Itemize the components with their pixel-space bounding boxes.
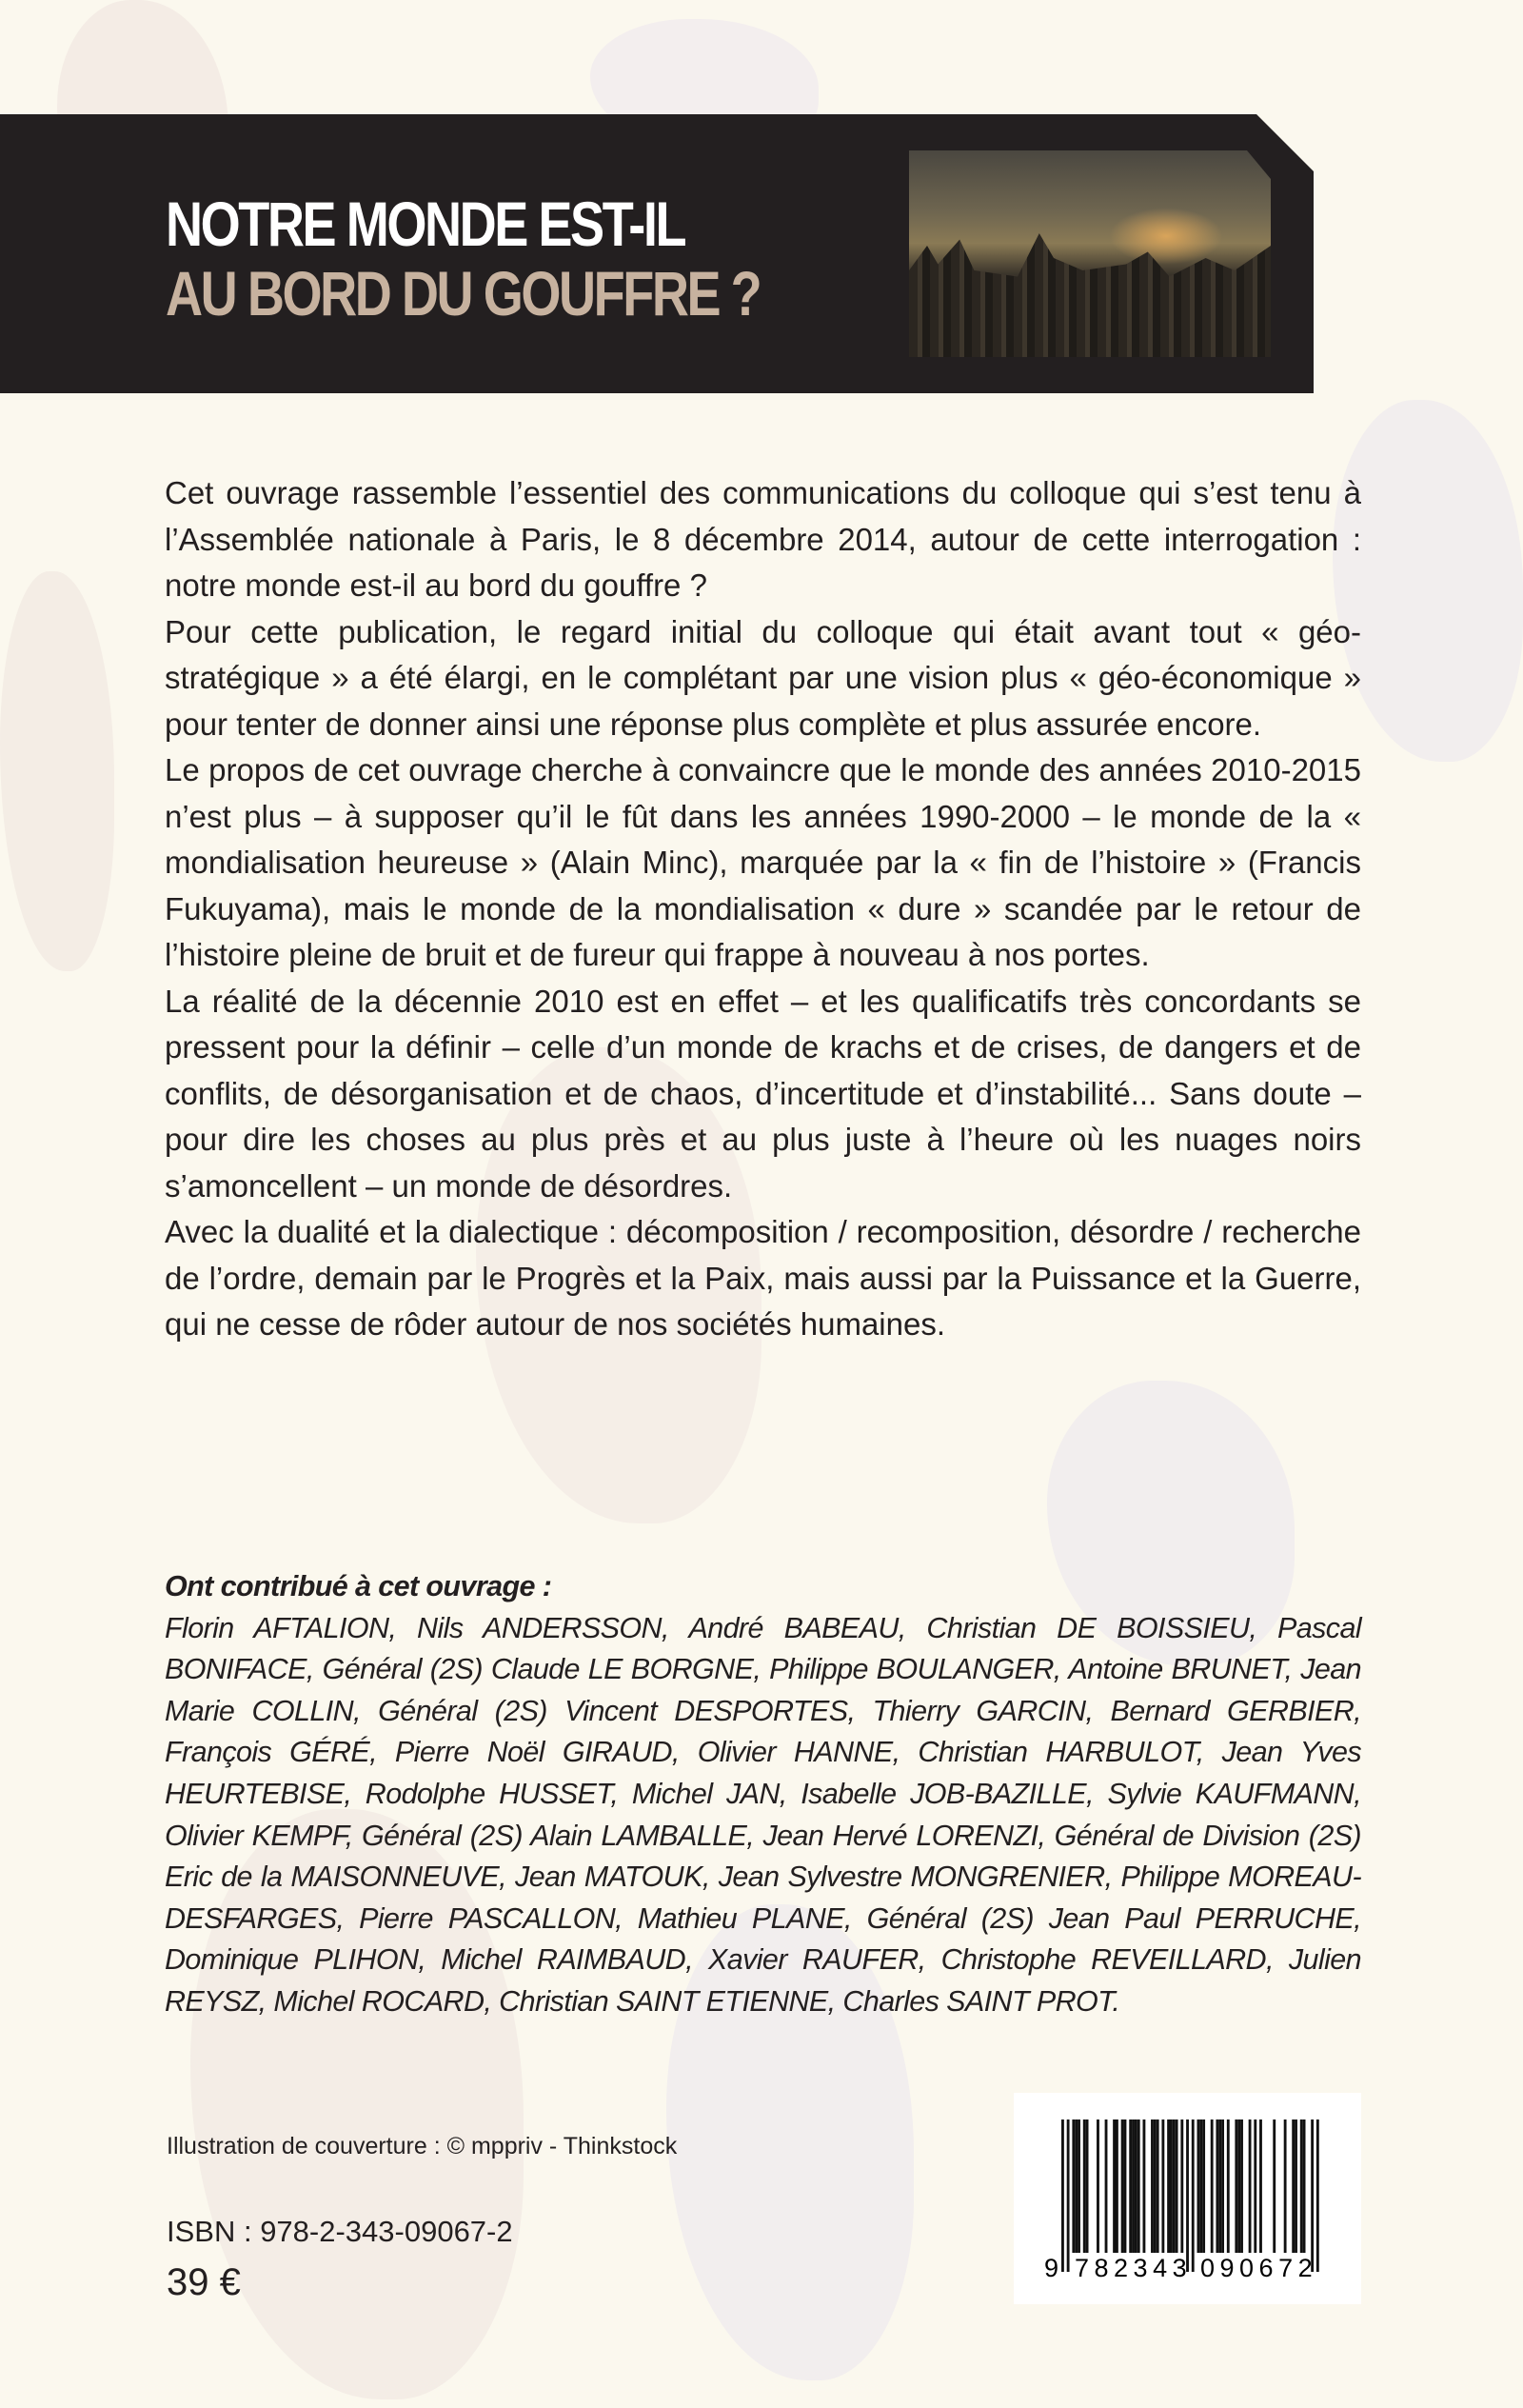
illustration-credit: Illustration de couverture : © mppriv - Thinkstock — [167, 2133, 678, 2159]
barcode-bar — [1176, 2119, 1178, 2253]
barcode-bar — [1199, 2119, 1202, 2253]
barcode-bar — [1221, 2119, 1224, 2253]
barcode-bar — [1186, 2119, 1189, 2272]
barcode — [1014, 2093, 1361, 2304]
barcode-bar — [1192, 2119, 1195, 2272]
price: 39 € — [167, 2261, 241, 2303]
barcode-bar — [1295, 2119, 1297, 2253]
barcode-bar — [1249, 2119, 1252, 2253]
barcode-bar — [1105, 2119, 1108, 2253]
barcode-bar — [1173, 2119, 1176, 2253]
barcode-bar — [1129, 2119, 1132, 2253]
barcode-bar — [1303, 2119, 1306, 2253]
barcode-bar — [1300, 2119, 1303, 2253]
contributors-heading: Ont contribué à cet ouvrage : — [165, 1570, 552, 1602]
background-camo-shape — [0, 571, 114, 971]
barcode-digits: 090672 — [1200, 2254, 1318, 2282]
barcode-bar — [1216, 2119, 1218, 2253]
barcode-bar — [1154, 2119, 1157, 2253]
barcode-bar — [1259, 2119, 1262, 2253]
barcode-bar — [1157, 2119, 1159, 2253]
summary-paragraph: La réalité de la décennie 2010 est en effet – et les qualificatifs très concordants se pressent pour la définir – celle d’un monde de krachs et de crises, de dangers et de conflits, de désorganisation et de chaos, d’incertitude et d’instabilité... Sans doute – pour dire les choses au plus près et au plus juste à l’heure où les nuages noirs s’amoncellent – un monde de désordres. — [165, 983, 1361, 1204]
barcode-bar — [1137, 2119, 1140, 2253]
barcode-bar — [1078, 2119, 1080, 2253]
barcode-bar — [1273, 2119, 1276, 2253]
barcode-digits: 9 — [1044, 2254, 1064, 2282]
barcode-bar — [1124, 2119, 1127, 2253]
barcode-bar — [1237, 2119, 1240, 2253]
barcode-bar — [1121, 2119, 1124, 2253]
barcode-bar — [1116, 2119, 1118, 2253]
title-line-1: NOTRE MONDE EST-IL — [166, 189, 685, 259]
barcode-bar — [1292, 2119, 1295, 2253]
barcode-bar — [1235, 2119, 1237, 2253]
barcode-bar — [1240, 2119, 1243, 2253]
barcode-bar — [1135, 2119, 1137, 2253]
barcode-bar — [1132, 2119, 1135, 2253]
barcode-bar — [1211, 2119, 1214, 2253]
barcode-bar — [1075, 2119, 1078, 2253]
barcode-bar — [1202, 2119, 1205, 2253]
contributors-list: Florin AFTALION, Nils ANDERSSON, André BABEAU, Christian DE BOISSIEU, Pascal BONIFACE, Général (2S) Claude LE BORGNE, Philippe BOULANGER, Antoine BRUNET, Jean Marie COLLIN, Général (2S) Vincent DESPORTES, Thierry GARCIN, Bernard GERBIER, François GÉRÉ, Pierre Noël GIRAUD, Olivier HANNE, Christian HARBULOT, Jean Yves HEURTEBISE, Rodolphe HUSSET, Michel JAN, Isabelle JOB-BAZILLE, Sylvie KAUFMANN, Olivier KEMPF, Général (2S) Alain LAMBALLE, Jean Hervé LORENZI, Général de Division (2S) Eric de la MAISONNEUVE, Jean MATOUK, Jean Sylvestre MONGRENIER, Philippe MOREAU-DESFARGES, Pierre PASCALLON, Mathieu PLANE, Général (2S) Jean Paul PERRUCHE, Dominique PLIHON, Michel RAIMBAUD, Xavier RAUFER, Christophe REVEILLARD, Julien REYSZ, Michel ROCARD, Christian SAINT ETIENNE, Charles SAINT PROT. — [165, 1611, 1361, 2018]
barcode-graphic — [1014, 2093, 1361, 2304]
barcode-bar — [1180, 2119, 1183, 2253]
barcode-bar — [1218, 2119, 1221, 2253]
barcode-bar — [1067, 2119, 1070, 2272]
barcode-bar — [1197, 2119, 1200, 2253]
barcode-bar — [1316, 2119, 1319, 2272]
barcode-bar — [1227, 2119, 1230, 2253]
cover-illustration-ruined-city — [909, 150, 1271, 357]
contributors — [165, 1566, 1361, 2023]
barcode-bar — [1254, 2119, 1256, 2253]
barcode-bar — [1161, 2119, 1164, 2253]
isbn: ISBN : 978-2-343-09067-2 — [167, 2215, 513, 2248]
summary-paragraph: Pour cette publication, le regard initial du colloque qui était avant tout « géo-stratégique » a été élargi, en le complétant par une vision plus « géo-économique » pour tenter de donner ainsi une réponse plus complète et plus assurée encore. — [165, 613, 1361, 742]
summary-paragraph: Le propos de cet ouvrage cherche à convaincre que le monde des années 2010-2015 n’est plus – à supposer qu’il le fût dans les années 1990-2000 – le monde de la « mondialisation heureuse » (Alain Minc), marquée par la « fin de l’histoire » (Francis Fukuyama), mais le monde de la mondialisation « dure » scandée par le retour de l’histoire pleine de bruit et de fureur qui frappe à nouveau à nos portes. — [165, 752, 1361, 972]
barcode-bar — [1170, 2119, 1173, 2253]
barcode-bar — [1097, 2119, 1099, 2253]
barcode-bar — [1284, 2119, 1287, 2253]
background-camo-shape — [1333, 400, 1523, 762]
barcode-bar — [1151, 2119, 1154, 2253]
barcode-bar — [1061, 2119, 1064, 2272]
barcode-digits: 782343 — [1075, 2254, 1193, 2282]
summary-paragraph: Cet ouvrage rassemble l’essentiel des communications du colloque qui s’est tenu à l’Assemblée nationale à Paris, le 8 décembre 2014, autour de cette interrogation : notre monde est-il au bord du gouffre ? — [165, 475, 1361, 603]
summary-paragraph: Avec la dualité et la dialectique : décomposition / recomposition, désordre / recherche de l’ordre, demain par le Progrès et la Paix, mais aussi par la Puissance et la Guerre, qui ne cesse de rôder autour de nos sociétés humaines. — [165, 1214, 1361, 1342]
summary-text — [165, 470, 1361, 1348]
barcode-bar — [1072, 2119, 1075, 2253]
barcode-bar — [1083, 2119, 1086, 2253]
barcode-bar — [1086, 2119, 1089, 2253]
barcode-bar — [1113, 2119, 1116, 2253]
barcode-bar — [1311, 2119, 1314, 2272]
barcode-bar — [1167, 2119, 1170, 2253]
barcode-bar — [1143, 2119, 1146, 2253]
title-line-2: AU BORD DU GOUFFRE ? — [166, 258, 761, 328]
